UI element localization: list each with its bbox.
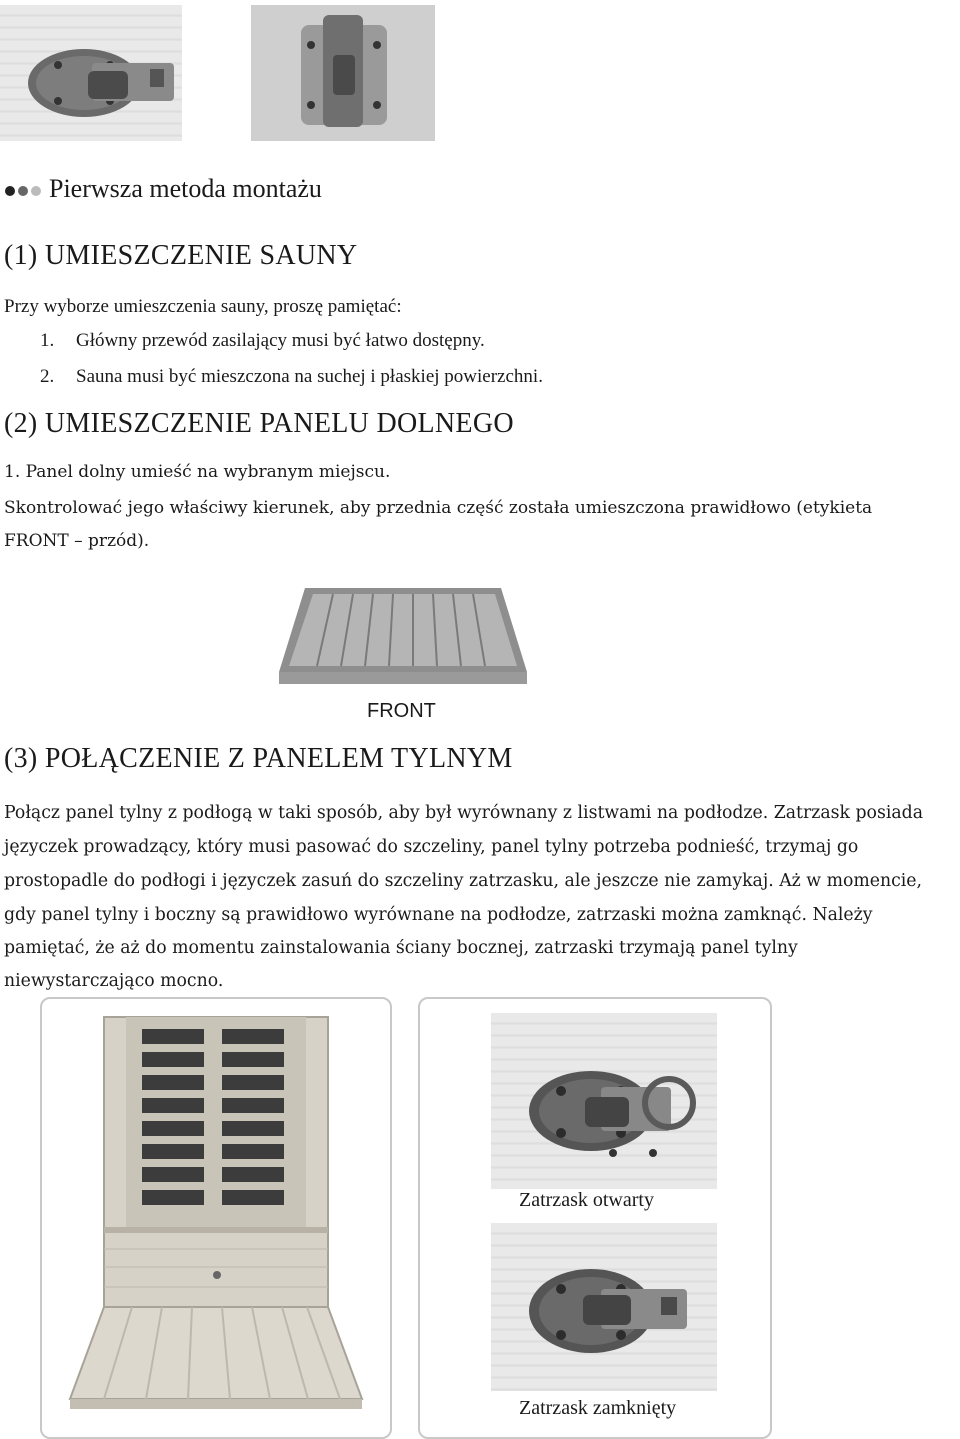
section-title: Pierwsza metoda montażu <box>49 174 322 203</box>
step2-line3: FRONT – przód). <box>4 531 150 551</box>
hook-icon <box>251 5 435 141</box>
step2-line1: 1. Panel dolny umieść na wybranym miejscu. <box>4 462 391 482</box>
list-item-2 <box>40 366 543 388</box>
intro-text: Przy wyborze umieszczenia sauny, proszę pamiętać: <box>4 296 402 317</box>
caption-latch-closed: Zatrzask zamknięty <box>519 1397 677 1419</box>
step2-line2: Skontrolować jego właściwy kierunek, aby przednia część została umieszczona prawidłowo (etykieta <box>4 498 873 518</box>
latch-open-icon <box>491 1013 717 1189</box>
list-text: Sauna musi być mieszczona na suchej i płaskiej powierzchni. <box>76 366 543 387</box>
bullet-dots <box>5 186 45 198</box>
latch-closed-photo <box>491 1223 717 1391</box>
latch-photo-top-left <box>0 5 182 141</box>
body3-line1: Połącz panel tylny z podłogą w taki sposób, aby był wyrównany z listwami na podłodze. Zatrzask posiada <box>4 803 924 823</box>
heading-placement: (1) UMIESZCZENIE SAUNY <box>4 240 358 271</box>
list-number: 1. <box>40 330 55 351</box>
latch-images-frame <box>418 997 772 1439</box>
latch-closed-icon <box>491 1223 717 1391</box>
list-item-1 <box>40 330 485 352</box>
back-panel-image-frame <box>40 997 392 1439</box>
heading-bottom-panel: (2) UMIESZCZENIE PANELU DOLNEGO <box>4 408 514 439</box>
latch-open-photo <box>491 1013 717 1189</box>
body3-line4: gdy panel tylny i boczny są prawidłowo wyrównane na podłodze, zatrzaski można zamknąć. Należy <box>4 905 873 925</box>
heading-back-panel: (3) POŁĄCZENIE Z PANELEM TYLNYM <box>4 743 513 774</box>
latch-icon <box>0 5 182 141</box>
front-label: FRONT <box>367 700 436 722</box>
list-number: 2. <box>40 366 55 387</box>
list-text: Główny przewód zasilający musi być łatwo dostępny. <box>76 330 485 351</box>
caption-latch-open: Zatrzask otwarty <box>519 1189 654 1211</box>
body3-line6: niewystarczająco mocno. <box>4 971 224 991</box>
back-panel-image <box>42 999 390 1437</box>
floor-panel-image <box>275 586 533 690</box>
body3-line5: pamiętać, że aż do momentu zainstalowania ściany bocznej, zatrzaski trzymają panel tylny <box>4 938 798 958</box>
body3-line2: języczek prowadzący, który musi pasować do szczeliny, panel tylny potrzeba podnieść, trzymaj go <box>4 837 859 857</box>
body3-line3: prostopadle do podłogi i języczek zasuń do szczeliny zatrzasku, ale jeszcze nie zamykaj. Aż w momencie, <box>4 871 923 891</box>
latch-photo-top-right <box>251 5 435 141</box>
